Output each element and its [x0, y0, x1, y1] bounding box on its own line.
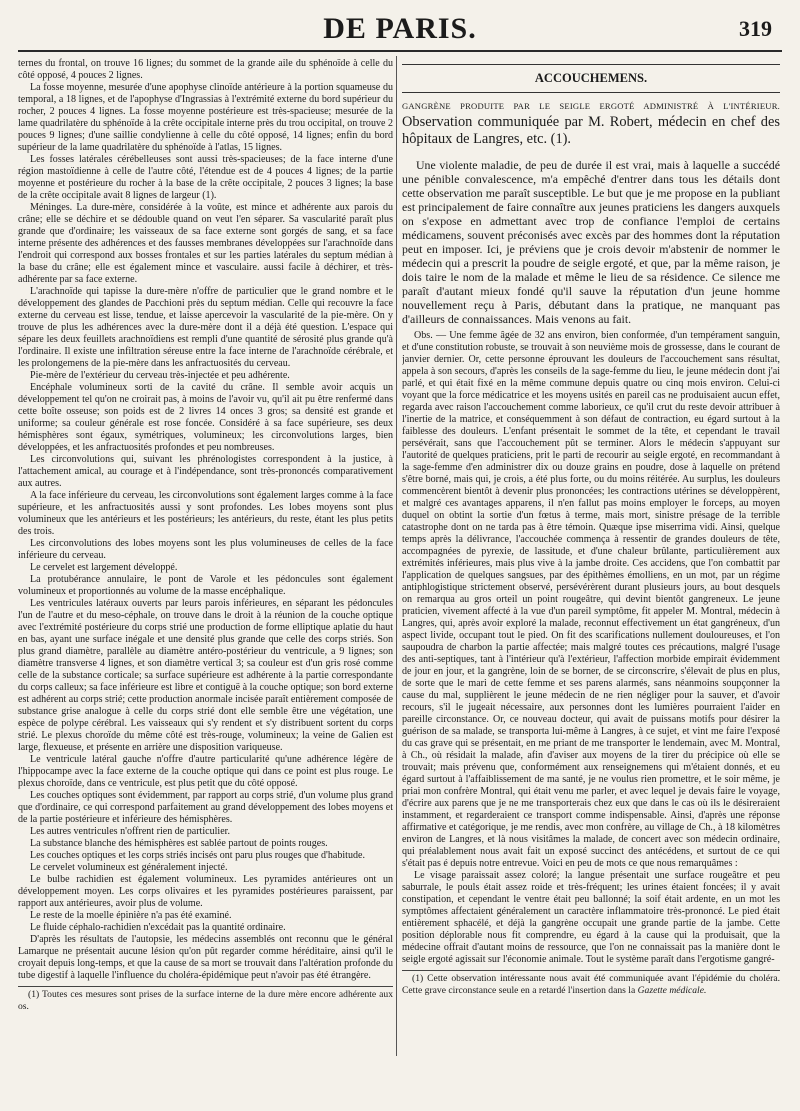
article-intro: Une violente maladie, de peu de durée il est vrai, mais à laquelle a succédé une pénible convalescence, m'a empêché d'entrer dans tous les détails dont cette observation me paraît susceptible. Le but que je me propose en la publiant est principalement de faire connaître aux jeunes praticiens les dangers auxquels on s'expose en admettant avec trop de confiance l'emploi de certains médicamens, souvent préconisés avec excès par des hommes dont la réputation peut en imposer. Ici, je préviens que je crois devoir m'abstenir de nommer le médecin qui a prescrit la poudre de seigle ergoté, et que, par la même raison, je dois taire le nom de la malade et même le lieu de sa résidence. Ce silence me paraît d'autant mieux fondé qu'il sauve la réputation d'un jeune homme nouvellement reçu à Paris, débutant dans la pratique, ne manquant pas d'ailleurs de connaissances. Mais venons au fait. — [402, 158, 780, 326]
paragraph: La fosse moyenne, mesurée d'une apophyse clinoïde antérieure à la portion squameuse du temporal, a 18 lignes, et de l'apophyse d'Ingrassias à l'extrémité externe du bord supérieur du rocher, 2 pouces 4 lignes. La fosse moyenne postérieure est très-spacieuse; mesurée de la lame quadrilatère du sphénoïde à la crête occipitale interne près du trou occipital, on trouve 2 pouces 9 lignes; d'une saillie condylienne à celle du côté opposé, 14 lignes; enfin du bord supérieur de la lame quadrilatère du sphénoïde à l'atlas, 15 lignes. — [18, 82, 393, 153]
paragraph: Les circonvolutions des lobes moyens sont les plus volumineuses de celles de la face inférieure du cerveau. — [18, 538, 393, 561]
article-heading-lead: GANGRÈNE PRODUITE PAR LE SEIGLE ERGOTÉ ADMINISTRÉ À L'INTÉRIEUR. — [402, 101, 780, 111]
paragraph: Les couches optiques et les corps striés incisés ont paru plus rouges que d'habitude. — [30, 850, 365, 861]
header-rule — [18, 50, 782, 52]
paragraph: Les couches optiques sont évidemment, par rapport au corps strié, d'un volume plus grand que d'ordinaire, ce qui correspond parfaitement au grand développement des lobes moyens et de la partie postérieure et inférieure des hémisphères. — [18, 790, 393, 825]
page-number: 319 — [739, 16, 772, 41]
paragraph: Le cervelet est largement développé. — [30, 562, 178, 573]
footnote-journal: Gazette médicale. — [637, 985, 707, 996]
footnote-rule — [402, 970, 780, 971]
paragraph: Le reste de la moelle épinière n'a pas été examiné. — [30, 910, 232, 921]
footnote — [402, 973, 780, 997]
paragraph: ternes du frontal, on trouve 16 lignes; du sommet de la grande aile du sphénoïde à celle du côté opposé, 4 pouces 2 lignes. — [18, 58, 393, 81]
section-title: ACCOUCHEMENS. — [402, 64, 780, 93]
footnote-rule — [18, 986, 393, 987]
paragraph: Les autres ventricules n'offrent rien de particulier. — [30, 826, 230, 837]
paragraph: A la face inférieure du cerveau, les circonvolutions sont également larges comme à la face supérieure, et les anfractuosités aussi y sont profondes. Les lobes moyens sont plus volumineux que les antérieurs et les postérieurs; les antérieurs, du reste, étant les plus petits des trois. — [18, 490, 393, 537]
paragraph: L'arachnoïde qui tapisse la dure-mère n'offre de particulier que le grand nombre et le développement des glandes de Pacchioni près du septum médian. Celle qui recouvre la face externe du cerveau est lisse, tendue, et laisse apercevoir la vascularité de la pie-mère. On y trouve de plus les adhérences avec la dure-mère dont il a déjà été question. L'espace qui sépare les deux feuillets arachnoïdiens est rempli d'une quantité de sérosité plus grande qu'à l'ordinaire. Il existe une infiltration séreuse entre la face interne de l'arachnoïde cérébrale, et les prolongemens de la pie-mère dans les anfractuosités du cerveau. — [18, 286, 393, 369]
page-title: DE PARIS. — [323, 12, 477, 45]
paragraph: Pie-mère de l'extérieur du cerveau très-injectée et peu adhérente. — [30, 370, 290, 381]
paragraph: Obs. — Une femme âgée de 32 ans environ, bien conformée, d'un tempérament sanguin, et d'une constitution robuste, se trouvait à son neuvième mois de grossesse, dans le courant de janvier dernier. Or, cette personne éprouvant les douleurs de l'accouchement sans résultat, appela à son secours, d'après les conseils de la sage-femme du lieu, le jeune médecin dont j'ai parlé, et qui était fixé en la même commune depuis quatre ou cinq mois environ. Celui-ci voyant que la force médicatrice et les moyens usités en pareil cas ne produisaient aucun effet, regarda avec raison l'accouchement comme laborieux, ce qu'il crut du reste devoir attribuer à l'inertie de la matrice, et conséquemment à son défaut de contraction, eu égard surtout à la faiblesse des douleurs. L'enfant présentait le sommet de la tête, et cependant le travail persévérait, sans que l'accouchement pût se terminer. Alors le médecin s'appuyant sur l'autorité de quelques praticiens, prit le parti de recourir au seigle ergoté, en recommandant à la sage-femme d'en administrer dix ou douze grains en poudre, dose à laquelle on prétend s'être borné, mais qui, je crois, a été plus forte, ou du moins réitérée. Au surplus, les douleurs commencèrent bientôt à devenir plus prononcées; les contractions utérines se développèrent, et malgré ces avantages apparens, il n'en fallut pas moins employer le forceps, au moyen duquel on obtint la sortie d'un fœtus à terme, mais mort, sinistre présage de la terrible catastrophe dont on ne tarda pas à être témoin. Quæque ipse miserrima vidi. Ainsi, quelque temps après la délivrance, l'accouchée commença à ressentir de grandes douleurs de tête, accompagnées de pyrexie, de lassitude, et d'une chaleur brûlante, particulièrement aux extrémités inférieures, mais plus vive à la jambe droite. Ces accidens, que l'on combattit par l'application de quelques sangsues, par des épithèmes émolliens, en un mot, par un régime antiphlogistique strictement observé, persévérèrent durant plusieurs jours, au bout desquels on remarqua au gros orteil un point rougeâtre, qui devint bientôt gangreneux. Le jeune praticien, vivement affecté à la vue d'un pareil symptôme, fit appeler M. Montral, médecin à Langres, qui, après avoir exploré la malade, reconnut effectivement un état gangréneux, d'un aspect livide, occupant tout le pied. On fit des scarifications nullement douloureuses, et l'on saupoudra de charbon la partie affectée; mais malgré toutes ces précautions, malgré l'usage des anti-septiques, tant à l'intérieur qu'à l'extérieur, l'affection morbide empirait évidemment de jour en jour, et la gangrène, loin de se borner, de se circonscrire, s'élevait de plus en plus, de sorte que le mari de cette femme et ses parens alarmés, sans néanmoins soupçonner la cause du mal, supplièrent le jeune médecin de ne rien négliger pour la sauver, et d'avoir recours, s'il le jugeait nécessaire, aux personnes dont les lumières pourraient l'aider en pareille circonstance. Or, ce nouveau docteur, qui avait de puissans motifs pour désirer la guérison de sa malade, se transporta lui-même à Langres, à ce sujet, et vint me faire l'exposé du cas grave qui se présentait, en me priant de me transporter le lendemain, avec M. Montral, à Ch., où résidait la malade, afin d'aviser aux moyens de la tirer du précipice où elle se trouvait; mais prévenu que, conformément aux renseignemens qui m'étaient donnés, et eu égard surtout à l'affaiblissement de ma santé, je ne voulus rien promettre, et le soir même, je priai mon confrère Montral, qui était venu me parler, et avec lequel je devais faire le voyage, d'écrire aux parens que je ne me transporterais chez eux que dans le cas où ils le désireraient instamment, et regarderaient ce transport comme indispensable. Ainsi, d'après une réponse affirmative et catégorique, je me rendis, avec mon confrère, au village de Ch., à 18 kilomètres environ de Langres, et là nous visitâmes la malade, de concert avec son médecin ordinaire, qui préalablement nous avait fait un exposé succinct des antécédens, et surtout de ce qui s'était pas é depuis notre entrevue. Voici en peu de mots ce que nous remarquâmes : — [402, 330, 780, 869]
paragraph: La substance blanche des hémisphères est sablée partout de points rouges. — [30, 838, 328, 849]
paragraph: Le visage paraissait assez coloré; la langue présentait une surface rougeâtre et peu saburrale, le pouls était assez roide et très-fréquent; les urines étaient foncées; il y avait constipation, et cependant le ventre était peu ballonné; la soif était ardente, en un mot les symptômes affectaient généralement un caractère inflammatoire très-prononcé. Le pied était entièrement sphacélé, et déjà la gangrène occupait une grande partie de la jambe. Cette position déplorable nous fit comprendre, eu égard à la cause qui la produisait, que la médecine offrait d'autant moins de ressource, que l'on ne connaissait pas la manière dont le seigle ergoté agissait sur l'économie animale. Tout le système paraît dans l'ergotisme gangré- — [402, 870, 780, 965]
footnote-text: (1) Cette observation intéressante nous avait été communiquée avant l'épidémie du choléra. Cette grave circonstance seule en a retardé l'insertion dans la — [402, 973, 780, 996]
paragraph: Les circonvolutions qui, suivant les phrénologistes correspondent à la justice, à l'attachement amical, au courage et à l'indépendance, sont très-prononcés comparativement aux autres. — [18, 454, 393, 489]
paragraph: Le bulbe rachidien est également volumineux. Les pyramides antérieures ont un développement moyen. Les corps olivaires et les pyramides postérieures paraissent, par rapport aux antérieures, avoir plus de volume. — [18, 874, 393, 909]
article-heading-rest: Observation communiquée par M. Robert, médecin en chef des hôpitaux de Langres, etc. (1). — [402, 114, 780, 147]
paragraph: Les ventricules latéraux ouverts par leurs parois inférieures, en séparant les pédoncules l'un de l'autre et du meso-céphale, on trouve dans le droit à la réunion de la couche optique avec l'extrémité postérieure du corps strié une production de forme elliptique aplatie du haut en bas, ayant une surface inégale et une densité plus grande que celle des corps striés. Son plus grand diamètre, parallèle au diamètre antéro-postérieur du ventricule, a 9 lignes; son diamètre transverse 4 lignes, et son diamètre vertical 3; sa couleur est d'un gris rosé comme celle de la substance corticale; sa surface supérieure est adhérente à la partie correspondante du corps calleux; sa face inférieure est libre et contiguë à la couche optique; son bord externe est adhérent au corps strié; cette production anormale incisée paraît entièrement composée de substance grise analogue à celle du corps strié dont elle semble être une végétation, une espèce de polype cérébral. Les vaisseaux qui s'y rendent et s'y distribuent sortent du corps strié. Le plexus choroïde du même côté est très-rouge, volumineux; la veine de Galien est large, flexueuse, et présente en arrière une disposition variqueuse. — [18, 598, 393, 753]
footnote: (1) Toutes ces mesures sont prises de la surface interne de la dure mère encore adhérente aux os. — [18, 989, 393, 1012]
paragraph: Le fluide céphalo-rachidien n'excédait pas la quantité ordinaire. — [30, 922, 286, 933]
paragraph: D'après les résultats de l'autopsie, les médecins assemblés ont reconnu que le général Lamarque ne présentait aucune lésion qu'on pût regarder comme héréditaire, ainsi qu'il le croyait depuis long-temps, et que la cause de sa mort se trouvait dans l'altération profonde du tube digestif à laquelle l'influence du choléra-épidémique peut n'avoir pas été étrangère. — [18, 934, 393, 981]
article-heading — [402, 99, 780, 148]
page-header — [0, 0, 800, 52]
left-column — [18, 58, 393, 1103]
paragraph: Le ventricule latéral gauche n'offre d'autre particularité qu'une adhérence légère de l'hippocampe avec la face externe de la couche optique qui dans ce point est plus rouge. Le plexus choroïde, dans ce ventricule, est plus petit que du côté opposé. — [18, 754, 393, 789]
right-column — [402, 58, 780, 1103]
paragraph: Encéphale volumineux sorti de la cavité du crâne. Il semble avoir acquis un développement tel qu'on ne croirait pas, à moins de l'avoir vu, qu'il ait pu être renfermé dans cette boîte osseuse; son poids est de 2 livres 14 onces 3 gros; sa densité est grande et uniforme; sa couleur générale est rose foncée. Considéré à sa face supérieure, ses deux hémisphères sont égaux, symétriques, volumineux; les circonvolutions larges, bien développées, et les anfractuosités profondes et peu nombreuses. — [18, 382, 393, 453]
paragraph: La protubérance annulaire, le pont de Varole et les pédoncules sont également volumineux et proportionnés au volume de la masse encéphalique. — [18, 574, 393, 597]
paragraph: Méninges. La dure-mère, considérée à la voûte, est mince et adhérente aux parois du crâne; elle se déchire et se dédouble quand on veut l'en séparer. Sa vascularité paraît plus grande que d'ordinaire; les vaisseaux de sa face externe sont gorgés de sang, et sa face interne présente des adhérences et des fausses membranes développées sur l'arachnoïde dans l'endroit qui correspond aux bosses frontales et sur les parties latérales du septum médian à la base du crâne; elle est également mince et vasculaire. aussi facile à déchirer, et très-adhérente par sa face externe. — [18, 202, 393, 285]
paragraph: Les fosses latérales cérébelleuses sont aussi très-spacieuses; de la face interne d'une région mastoïdienne à celle de l'autre côté, l'étendue est de 4 pouces 4 lignes; de la partie moyenne et postérieure du rocher à la base de la crête occipitale, 2 pouces 3 lignes; la base de la crête occipitale avait 8 lignes de largeur (1). — [18, 154, 393, 201]
column-divider — [396, 56, 397, 1056]
paragraph: Le cervelet volumineux est généralement injecté. — [30, 862, 228, 873]
